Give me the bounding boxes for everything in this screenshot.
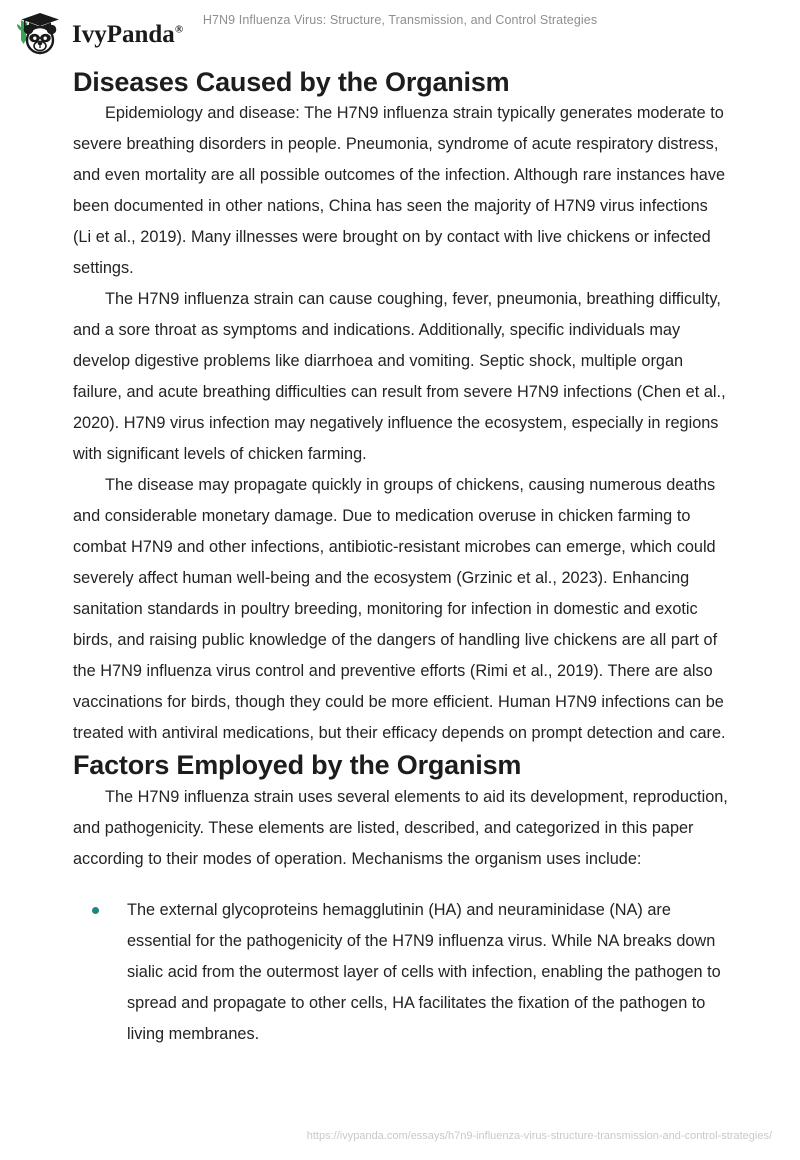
list-item-text: The external glycoproteins hemagglutinin (HA) and neuraminidase (NA) are essential for the pathogenicity of the H7N9 influenza virus. While NA breaks down sialic acid from the outermost layer of cells with infection, enabling the pathogen to spread and propagate to other cells, HA facilitates the fixation of the pathogen to living membranes. — [127, 900, 721, 1043]
mechanisms-list — [73, 895, 728, 1050]
page-header — [0, 0, 800, 66]
paragraph: The disease may propagate quickly in groups of chickens, causing numerous deaths and considerable monetary damage. Due to medication overuse in chicken farming to combat H7N9 and other infections, antibiotic-resistant microbes can emerge, which could severely affect human well-being and the ecosystem (Grzinic et al., 2023). Enhancing sanitation standards in poultry breeding, monitoring for infection in domestic and exotic birds, and raising public knowledge of the dangers of handling live chickens are all part of the H7N9 influenza virus control and preventive efforts (Rimi et al., 2019). There are also vaccinations for birds, though they could be more efficient. Human H7N9 infections can be treated with antiviral medications, but their efficacy depends on prompt detection and care. — [73, 476, 726, 743]
document-title: H7N9 Influenza Virus: Structure, Transmission, and Control Strategies — [202, 13, 598, 27]
footer-source-url[interactable]: https://ivypanda.com/essays/h7n9-influenza-virus-structure-transmission-and-control-strategies/ — [306, 1130, 772, 1142]
list-item — [73, 895, 728, 1050]
paragraph: The H7N9 influenza strain can cause coughing, fever, pneumonia, breathing difficulty, and a sore throat as symptoms and indications. Additionally, specific individuals may develop digestive problems like diarrhoea and vomiting. Septic shock, multiple organ failure, and acute breathing difficulties can result from severe H7N9 infections (Chen et al., 2020). H7N9 virus infection may negatively influence the ecosystem, especially in regions with significant levels of chicken farming. — [73, 290, 726, 464]
brand-name-text: IvyPanda — [72, 20, 175, 48]
paragraph: The H7N9 influenza strain uses several elements to aid its development, reproduction, and pathogenicity. These elements are listed, described, and categorized in this paper according to their modes of operation. Mechanisms the organism uses include: — [73, 787, 728, 868]
section-heading-diseases: Diseases Caused by the Organism — [73, 67, 510, 97]
registered-mark: ® — [174, 23, 184, 36]
paragraph: Epidemiology and disease: The H7N9 influenza strain typically generates moderate to severe breathing disorders in people. Pneumonia, syndrome of acute respiratory distress, and even mortality are all possible outcomes of the infection. Although rare instances have been documented in other nations, China has seen the majority of H7N9 virus infections (Li et al., 2019). Many illnesses were brought on by contact with live chickens or infected settings. — [73, 104, 726, 278]
bullet-dot-icon — [92, 907, 99, 914]
section-heading-factors: Factors Employed by the Organism — [73, 750, 522, 781]
document-body — [73, 66, 728, 1050]
